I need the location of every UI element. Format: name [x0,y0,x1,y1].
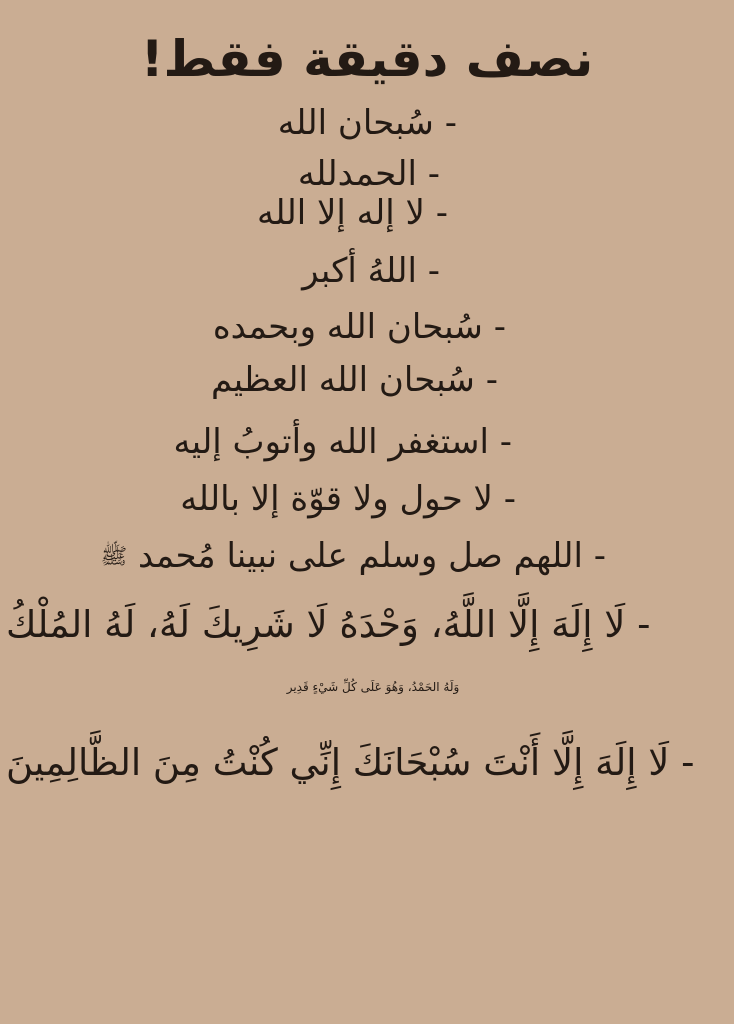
dhikr-line: - لَا إِلَهَ إِلَّا اللَّهُ، وَحْدَهُ لَا شَرِيكَ لَهُ، لَهُ المُلْكُ [6,603,651,646]
dhikr-line: - سُبحان الله وبحمده [212,307,506,347]
dhikr-line: - الحمدلله [297,154,440,194]
dhikr-line: - سُبحان الله [277,103,457,143]
dhikr-text: - اللهم صل وسلم على نبينا مُحمد [137,536,606,576]
dhikr-line: - لَا إِلَهَ إِلَّا أَنْتَ سُبْحَانَكَ إِنِّي كُنْتُ مِنَ الظَّالِمِينَ [6,741,695,784]
dhikr-line: - استغفر الله وأتوبُ إليه [173,422,512,462]
dhikr-line-continuation: وَلَهُ الحَمْدُ، وَهُوَ عَلَى كُلِّ شَيْءٍ قَدِير [286,680,460,694]
dhikr-line-prophet [101,531,606,583]
page-title: نصف دقيقة فقط! [140,30,594,88]
dhikr-line: - سُبحان الله العظيم [211,360,498,400]
dhikr-line: - اللهُ أكبر [302,251,440,291]
dhikr-line: - لا حول ولا قوّة إلا بالله [180,479,516,519]
honorific-seal: ﷺ [100,544,128,570]
dhikr-line: - لا إله إلا الله [256,193,448,233]
